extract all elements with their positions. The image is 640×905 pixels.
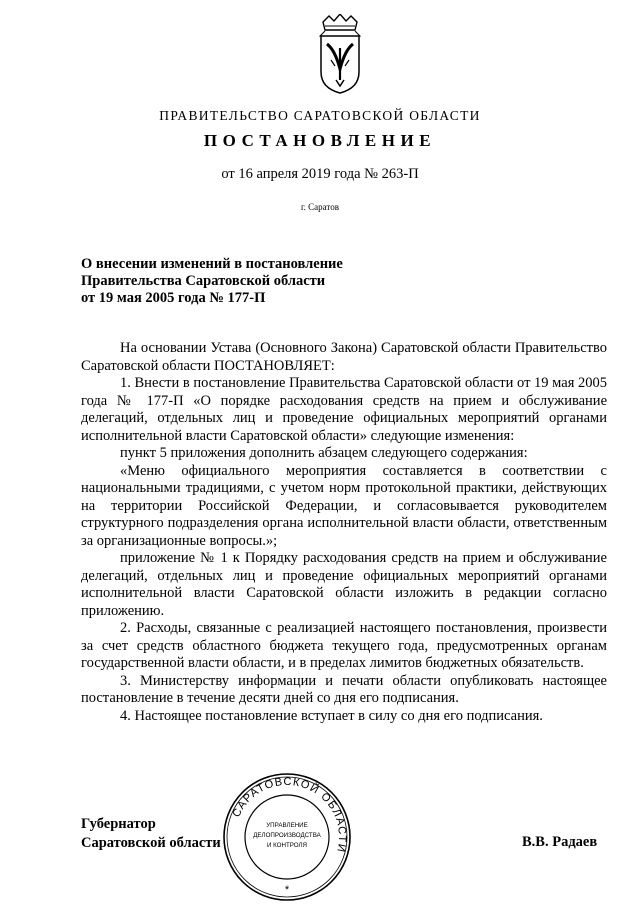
document-body xyxy=(81,340,607,725)
stamp-inner-line: ДЕЛОПРОИЗВОДСТВА xyxy=(253,832,321,839)
item-1-paragraph: 1. Внести в постановление Правительства Саратовской области от 19 мая 2005 года № 177-П «О порядке расходования средств на прием и обслуживание делегаций, отдельных лиц и проведение официальных мероприятий органами исполнительной власти Саратовской области» следующие изменения: xyxy=(81,375,607,444)
stamp-inner-line: И КОНТРОЛЯ xyxy=(266,842,308,849)
item-1-subitem-a: пункт 5 приложения дополнить абзацем следующего содержания: xyxy=(120,445,528,461)
stamp-star: * xyxy=(284,884,290,896)
subject-line: Правительства Саратовской области xyxy=(81,273,326,289)
stamp-inner-line: УПРАВЛЕНИЕ xyxy=(266,822,308,829)
subject-line: от 19 мая 2005 года № 177-П xyxy=(81,290,266,306)
signer-position-line: Саратовской области xyxy=(81,835,221,851)
signer-position-line: Губернатор xyxy=(81,816,156,832)
saratov-coat-of-arms-icon xyxy=(317,14,363,94)
signer-position xyxy=(81,815,221,853)
item-1-subitem-b: приложение № 1 к Порядку расходования средств на прием и обслуживание делегаций, отдельных лиц и проведение официальных мероприятий органами исполнительной власти Саратовской области изложить в редакции согласно приложению. xyxy=(81,550,607,619)
official-stamp xyxy=(222,772,352,902)
preamble-paragraph: На основании Устава (Основного Закона) Саратовской области Правительство Саратовской области ПОСТАНОВЛЯЕТ: xyxy=(81,340,607,374)
item-2-paragraph: 2. Расходы, связанные с реализацией настоящего постановления, произвести за счет средств областного бюджета текущего года, предусмотренных органам государственной власти области, и в пределах лимитов бюджетных обязательств. xyxy=(81,620,607,671)
signer-name: В.В. Радаев xyxy=(522,834,598,850)
document-city: г. Саратов xyxy=(301,202,339,212)
document-subject xyxy=(81,256,343,307)
subject-line: О внесении изменений в постановление xyxy=(81,256,343,272)
item-3-paragraph: 3. Министерству информации и печати области опубликовать настоящее постановление в течение десяти дней со дня его подписания. xyxy=(81,672,607,706)
stamp-outer-text: САРАТОВСКОЙ ОБЛАСТИ xyxy=(230,775,349,854)
government-name: ПРАВИТЕЛЬСТВО САРАТОВСКОЙ ОБЛАСТИ xyxy=(159,108,481,123)
item-1-quote: «Меню официального мероприятия составляется в соответствии с национальными традициями, с учетом норм протокольной практики, действующих на территории Российской Федерации, и согласовывается руководителем структурного подразделения органа исполнительной власти области, ответственным за организационные вопросы.»; xyxy=(81,462,607,549)
document-type-heading: ПОСТАНОВЛЕНИЕ xyxy=(203,131,437,150)
item-4-paragraph: 4. Настоящее постановление вступает в силу со дня его подписания. xyxy=(120,707,543,724)
document-date-number: от 16 апреля 2019 года № 263-П xyxy=(221,166,419,182)
